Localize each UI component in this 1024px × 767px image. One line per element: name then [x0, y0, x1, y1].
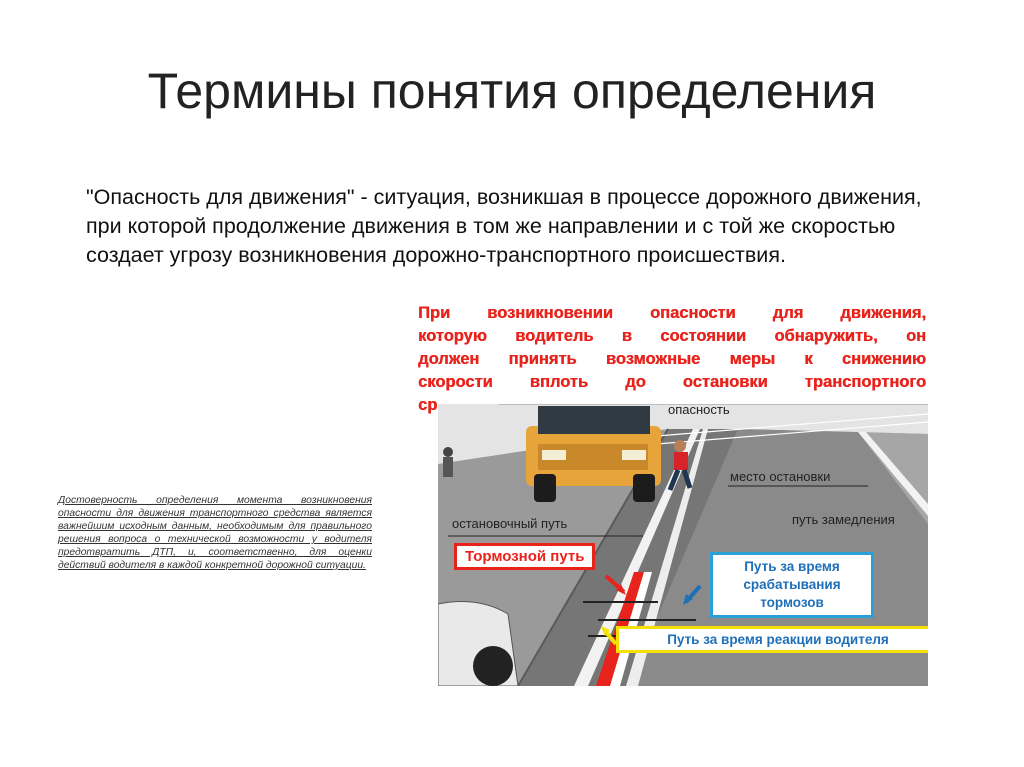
rule-line-5: ср: [418, 396, 438, 414]
definition-text: "Опасность для движения" - ситуация, возникшая в процессе дорожного движения, при которой продолжение движения в том же направлении и с той же скоростью создает угрозу возникновения дорожно-транспортного происшествия.: [86, 185, 922, 267]
rule-line-1: При возникновении опасности для движения,: [418, 304, 926, 322]
brake-actuation-box: Путь за время срабатывания тормозов: [710, 552, 874, 618]
rule-line-3: должен принять возможные меры к снижению: [418, 350, 926, 368]
deceleration-label: путь замедления: [792, 512, 895, 527]
rule-text: [418, 302, 926, 417]
footnote-note: Достоверность определения момента возникновения опасности для движения транспортного средства является важнейшим исходным данным, необходимым для правильного решения вопроса о технической возможности у водителя предотвратить ДТП, и, соответственно, для оценки действий водителя в каждой конкретной дорожной ситуации.: [58, 495, 372, 571]
stop-place-label: место остановки: [730, 469, 831, 484]
stopping-distance-label: остановочный путь: [452, 516, 568, 531]
danger-label: опасность: [668, 404, 730, 417]
rule-line-4: скорости вплоть до остановки транспортного: [418, 373, 926, 391]
braking-distance-box: Тормозной путь: [454, 543, 595, 570]
road-illustration: [438, 404, 928, 686]
rule-line-2: которую водитель в состоянии обнаружить, он: [418, 327, 926, 345]
slide-title: Термины понятия определения: [147, 63, 877, 119]
reaction-distance-box: Путь за время реакции водителя: [616, 626, 928, 653]
